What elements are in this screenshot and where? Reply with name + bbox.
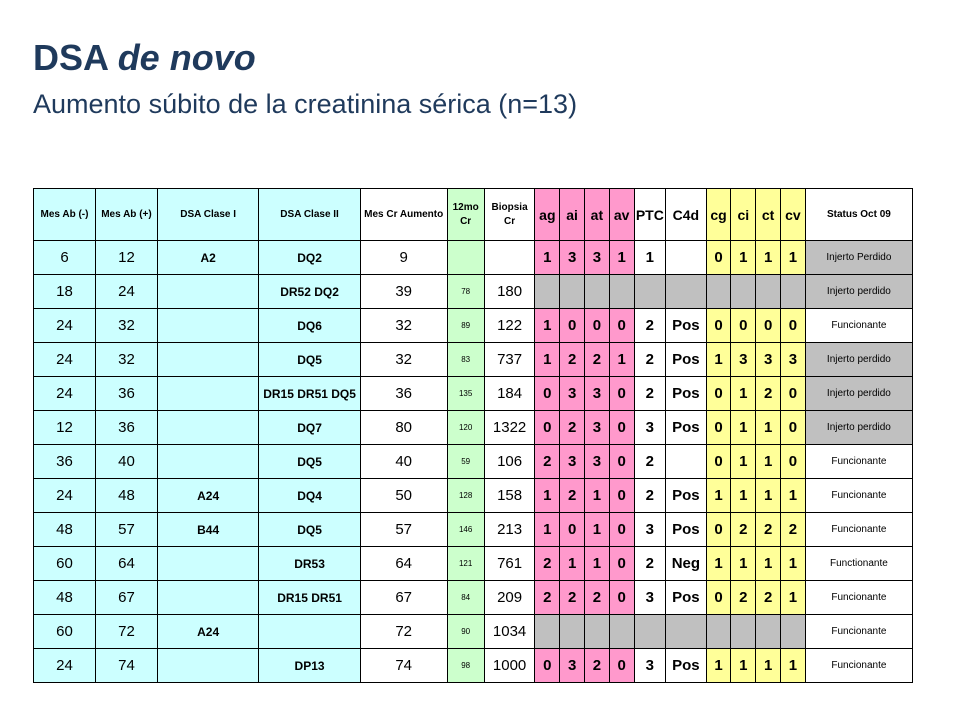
cell-missing [781,615,806,649]
cell-c4d: Pos [666,411,707,445]
cell-av: 0 [609,377,634,411]
cell-ci: 1 [731,649,756,683]
header-12mo-cr: 12mo Cr [447,189,484,241]
cell-mes-cr-aumento: 9 [360,241,447,275]
slide-subtitle: Aumento súbito de la creatinina sérica (n=13) [33,89,578,119]
cell-ct: 2 [756,513,781,547]
header-av: av [609,189,634,241]
cell-missing [731,275,756,309]
cell-ct: 1 [756,445,781,479]
header-cv: cv [781,189,806,241]
cell-ag: 2 [535,547,560,581]
cell-c4d [666,241,707,275]
cell-missing [756,275,781,309]
cell-status: Functionante [805,547,912,581]
title-main: DSA [33,37,108,78]
cell-cv: 1 [781,241,806,275]
cell-mes-cr-aumento: 72 [360,615,447,649]
cell-ptc: 2 [634,309,666,343]
cell-ci: 1 [731,411,756,445]
header-ag: ag [535,189,560,241]
cell-ct: 1 [756,479,781,513]
cell-mes-cr-aumento: 64 [360,547,447,581]
cell-mes-cr-aumento: 32 [360,309,447,343]
cell-ptc: 3 [634,513,666,547]
cell-missing [731,615,756,649]
cell-ptc: 3 [634,581,666,615]
cell-at: 2 [585,581,610,615]
header-dsa-clase-1: DSA Clase I [157,189,258,241]
cell-mes-cr-aumento: 39 [360,275,447,309]
cell-ptc: 3 [634,411,666,445]
cell-cg: 0 [706,445,731,479]
cell-12mo-cr: 83 [447,343,484,377]
cell-ai: 3 [560,445,585,479]
cell-12mo-cr: 78 [447,275,484,309]
cell-missing [706,615,731,649]
cell-at: 1 [585,513,610,547]
cell-dsa-clase-1 [157,649,258,683]
cell-cv: 3 [781,343,806,377]
cell-dsa-clase-1 [157,411,258,445]
cell-c4d: Pos [666,377,707,411]
cell-ci: 1 [731,479,756,513]
cell-ct: 0 [756,309,781,343]
cell-mes-ab-pos: 12 [95,241,157,275]
cell-ci: 1 [731,547,756,581]
cell-missing [666,275,707,309]
table-row [34,309,913,343]
cell-missing [535,615,560,649]
cell-missing [560,615,585,649]
cell-12mo-cr: 135 [447,377,484,411]
cell-dsa-clase-2: DR52 DQ2 [259,275,360,309]
cell-dsa-clase-1 [157,309,258,343]
cell-av: 0 [609,581,634,615]
cell-ptc: 2 [634,445,666,479]
cell-av: 0 [609,513,634,547]
cell-dsa-clase-2: DQ5 [259,513,360,547]
table-row [34,649,913,683]
table-row [34,241,913,275]
cell-dsa-clase-1 [157,547,258,581]
cell-c4d: Pos [666,309,707,343]
cell-missing [585,275,610,309]
cell-biopsia-cr: 213 [484,513,535,547]
cell-c4d [666,445,707,479]
cell-av: 0 [609,309,634,343]
cell-dsa-clase-1 [157,275,258,309]
cell-ai: 2 [560,581,585,615]
cell-status: Funcionante [805,513,912,547]
cell-status: Funcionante [805,615,912,649]
cell-at: 1 [585,479,610,513]
cell-at: 3 [585,241,610,275]
header-dsa-clase-2: DSA Clase II [259,189,360,241]
cell-mes-ab-pos: 24 [95,275,157,309]
cell-ai: 3 [560,241,585,275]
cell-missing [706,275,731,309]
cell-dsa-clase-2: DQ6 [259,309,360,343]
cell-mes-ab-pos: 72 [95,615,157,649]
cell-cg: 1 [706,649,731,683]
cell-biopsia-cr: 180 [484,275,535,309]
header-mes-ab-neg: Mes Ab (-) [34,189,96,241]
header-c4d: C4d [666,189,707,241]
header-ci: ci [731,189,756,241]
cell-dsa-clase-2 [259,615,360,649]
cell-mes-ab-pos: 36 [95,377,157,411]
cell-cv: 1 [781,479,806,513]
cell-biopsia-cr: 761 [484,547,535,581]
cell-mes-ab-neg: 48 [34,513,96,547]
cell-ct: 1 [756,411,781,445]
cell-12mo-cr: 89 [447,309,484,343]
cell-dsa-clase-2: DQ5 [259,445,360,479]
cell-ci: 0 [731,309,756,343]
cell-ag: 2 [535,445,560,479]
cell-cv: 1 [781,547,806,581]
cell-av: 0 [609,649,634,683]
cell-ai: 3 [560,377,585,411]
cell-cg: 0 [706,581,731,615]
cell-mes-ab-pos: 32 [95,343,157,377]
cell-status: Funcionante [805,649,912,683]
cell-status: Injerto perdido [805,377,912,411]
cell-biopsia-cr: 1000 [484,649,535,683]
cell-at: 2 [585,649,610,683]
cell-biopsia-cr: 106 [484,445,535,479]
header-cg: cg [706,189,731,241]
cell-mes-ab-pos: 36 [95,411,157,445]
cell-ag: 2 [535,581,560,615]
table-row [34,479,913,513]
header-ai: ai [560,189,585,241]
cell-12mo-cr: 98 [447,649,484,683]
cell-mes-cr-aumento: 57 [360,513,447,547]
cell-ag: 0 [535,377,560,411]
header-biopsia-cr: Biopsia Cr [484,189,535,241]
cell-av: 0 [609,479,634,513]
cell-status: Injerto Perdido [805,241,912,275]
cell-dsa-clase-2: DR15 DR51 [259,581,360,615]
cell-12mo-cr [447,241,484,275]
cell-12mo-cr: 128 [447,479,484,513]
cell-ptc: 2 [634,377,666,411]
cell-biopsia-cr: 209 [484,581,535,615]
cell-c4d: Pos [666,513,707,547]
cell-cg: 0 [706,411,731,445]
cell-ai: 1 [560,547,585,581]
cell-dsa-clase-2: DQ4 [259,479,360,513]
cell-biopsia-cr: 737 [484,343,535,377]
cell-ag: 1 [535,309,560,343]
cell-biopsia-cr: 122 [484,309,535,343]
cell-status: Funcionante [805,445,912,479]
table-row [34,275,913,309]
cell-mes-ab-neg: 24 [34,309,96,343]
cell-dsa-clase-2: DP13 [259,649,360,683]
cell-ptc: 2 [634,547,666,581]
cell-mes-cr-aumento: 74 [360,649,447,683]
cell-dsa-clase-1: A24 [157,479,258,513]
cell-dsa-clase-2: DR53 [259,547,360,581]
cell-biopsia-cr: 158 [484,479,535,513]
cell-cg: 0 [706,513,731,547]
cell-mes-ab-pos: 67 [95,581,157,615]
cell-ptc: 1 [634,241,666,275]
cell-missing [634,615,666,649]
table-row [34,343,913,377]
cell-av: 1 [609,343,634,377]
cell-ptc: 2 [634,479,666,513]
cell-mes-ab-neg: 24 [34,649,96,683]
cell-missing [781,275,806,309]
cell-c4d: Pos [666,479,707,513]
table-row [34,581,913,615]
table-row [34,411,913,445]
cell-ag: 1 [535,479,560,513]
cell-cg: 1 [706,547,731,581]
cell-dsa-clase-1 [157,377,258,411]
cell-12mo-cr: 84 [447,581,484,615]
cell-missing [585,615,610,649]
cell-status: Injerto perdido [805,411,912,445]
cell-ag: 0 [535,649,560,683]
header-at: at [585,189,610,241]
cell-biopsia-cr [484,241,535,275]
cell-c4d: Pos [666,581,707,615]
header-mes-ab-pos: Mes Ab (+) [95,189,157,241]
cell-cg: 1 [706,343,731,377]
cell-ct: 2 [756,377,781,411]
cell-av: 1 [609,241,634,275]
cell-mes-ab-neg: 24 [34,377,96,411]
cell-ai: 2 [560,479,585,513]
table-row [34,615,913,649]
cell-ai: 0 [560,309,585,343]
cell-mes-ab-neg: 18 [34,275,96,309]
cell-mes-ab-neg: 24 [34,479,96,513]
cell-at: 3 [585,377,610,411]
cell-ci: 1 [731,241,756,275]
cell-dsa-clase-1 [157,343,258,377]
cell-ag: 1 [535,343,560,377]
cell-status: Funcionante [805,581,912,615]
cell-mes-cr-aumento: 32 [360,343,447,377]
cell-ci: 3 [731,343,756,377]
cell-status: Funcionante [805,309,912,343]
cell-c4d: Pos [666,649,707,683]
cell-12mo-cr: 121 [447,547,484,581]
cell-missing [609,275,634,309]
cell-ag: 1 [535,513,560,547]
cell-missing [666,615,707,649]
cell-ai: 2 [560,411,585,445]
cell-status: Injerto perdido [805,343,912,377]
cell-at: 2 [585,343,610,377]
cell-12mo-cr: 120 [447,411,484,445]
cell-ci: 1 [731,445,756,479]
cell-mes-ab-neg: 12 [34,411,96,445]
cell-mes-ab-neg: 24 [34,343,96,377]
cell-12mo-cr: 59 [447,445,484,479]
cell-cg: 0 [706,309,731,343]
header-ptc: PTC [634,189,666,241]
cell-at: 3 [585,445,610,479]
table-body [34,241,913,683]
cell-ct: 1 [756,547,781,581]
cell-mes-ab-pos: 32 [95,309,157,343]
cell-mes-ab-neg: 60 [34,615,96,649]
cell-mes-cr-aumento: 50 [360,479,447,513]
cell-cg: 0 [706,377,731,411]
cell-mes-cr-aumento: 80 [360,411,447,445]
cell-cv: 0 [781,411,806,445]
header-row [34,189,913,241]
header-ct: ct [756,189,781,241]
cell-mes-ab-neg: 60 [34,547,96,581]
cell-12mo-cr: 146 [447,513,484,547]
table-row [34,547,913,581]
cell-av: 0 [609,547,634,581]
cell-ag: 0 [535,411,560,445]
cell-mes-ab-pos: 57 [95,513,157,547]
cell-biopsia-cr: 184 [484,377,535,411]
cell-status: Funcionante [805,479,912,513]
cell-c4d: Pos [666,343,707,377]
table-row [34,445,913,479]
title-italic: de novo [117,37,256,78]
cell-ct: 1 [756,241,781,275]
cell-mes-cr-aumento: 36 [360,377,447,411]
cell-ct: 1 [756,649,781,683]
cell-ptc: 2 [634,343,666,377]
cell-cg: 0 [706,241,731,275]
cell-dsa-clase-2: DQ7 [259,411,360,445]
cell-missing [609,615,634,649]
cell-biopsia-cr: 1322 [484,411,535,445]
cell-at: 1 [585,547,610,581]
cell-at: 0 [585,309,610,343]
cell-ag: 1 [535,241,560,275]
cell-missing [634,275,666,309]
cell-12mo-cr: 90 [447,615,484,649]
dsa-table [33,188,913,683]
cell-cg: 1 [706,479,731,513]
cell-ct: 3 [756,343,781,377]
cell-ci: 1 [731,377,756,411]
cell-mes-cr-aumento: 67 [360,581,447,615]
cell-dsa-clase-1: B44 [157,513,258,547]
cell-mes-ab-neg: 48 [34,581,96,615]
cell-at: 3 [585,411,610,445]
slide-title [33,38,256,78]
cell-dsa-clase-2: DQ5 [259,343,360,377]
header-mes-cr-aumento: Mes Cr Aumento [360,189,447,241]
cell-ai: 2 [560,343,585,377]
cell-ai: 3 [560,649,585,683]
cell-mes-ab-pos: 74 [95,649,157,683]
cell-c4d: Neg [666,547,707,581]
cell-mes-ab-pos: 64 [95,547,157,581]
header-status: Status Oct 09 [805,189,912,241]
cell-ai: 0 [560,513,585,547]
cell-mes-ab-pos: 48 [95,479,157,513]
cell-mes-ab-pos: 40 [95,445,157,479]
cell-av: 0 [609,411,634,445]
cell-cv: 0 [781,309,806,343]
cell-cv: 0 [781,377,806,411]
cell-missing [560,275,585,309]
cell-mes-cr-aumento: 40 [360,445,447,479]
cell-cv: 0 [781,445,806,479]
cell-dsa-clase-1: A24 [157,615,258,649]
cell-cv: 2 [781,513,806,547]
cell-dsa-clase-2: DQ2 [259,241,360,275]
cell-cv: 1 [781,649,806,683]
cell-ptc: 3 [634,649,666,683]
cell-biopsia-cr: 1034 [484,615,535,649]
cell-mes-ab-neg: 36 [34,445,96,479]
cell-dsa-clase-2: DR15 DR51 DQ5 [259,377,360,411]
cell-mes-ab-neg: 6 [34,241,96,275]
cell-dsa-clase-1 [157,445,258,479]
cell-missing [756,615,781,649]
cell-dsa-clase-1 [157,581,258,615]
cell-ct: 2 [756,581,781,615]
cell-status: Injerto perdido [805,275,912,309]
cell-ci: 2 [731,513,756,547]
cell-missing [535,275,560,309]
table-row [34,513,913,547]
cell-dsa-clase-1: A2 [157,241,258,275]
cell-cv: 1 [781,581,806,615]
cell-av: 0 [609,445,634,479]
cell-ci: 2 [731,581,756,615]
table-row [34,377,913,411]
